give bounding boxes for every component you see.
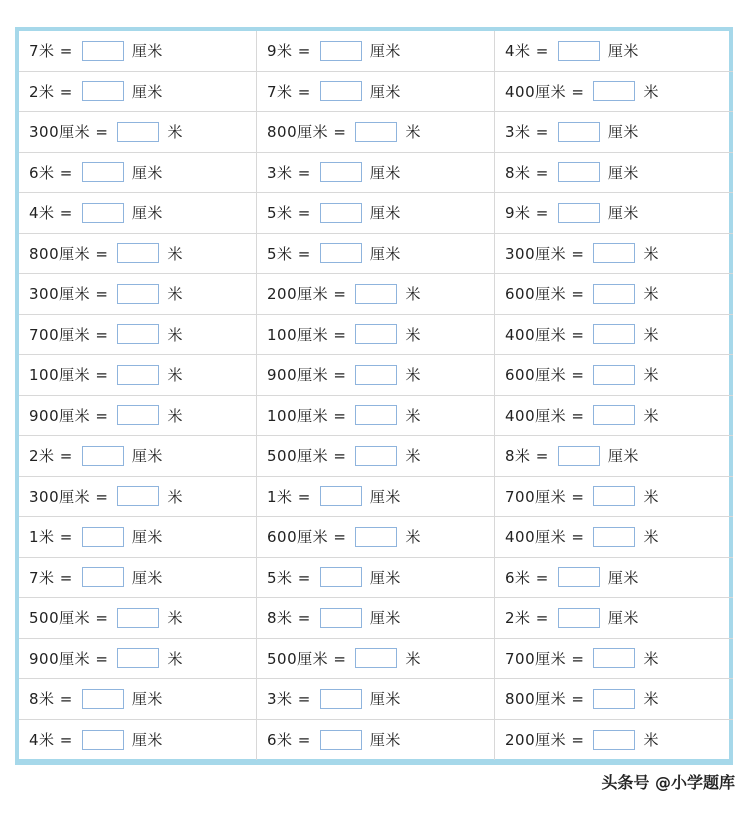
exercise-unit: 米 — [643, 731, 659, 750]
answer-box[interactable] — [320, 162, 362, 182]
exercise-cell — [19, 31, 257, 72]
exercise-unit: 米 — [167, 244, 183, 263]
answer-box[interactable] — [558, 446, 600, 466]
exercise-unit: 厘米 — [369, 568, 401, 587]
answer-box[interactable] — [82, 203, 124, 223]
answer-box[interactable] — [558, 122, 600, 142]
exercise-cell — [495, 315, 733, 356]
answer-box[interactable] — [320, 486, 362, 506]
exercise-cell — [257, 639, 495, 680]
exercise-prompt: 1米 = — [267, 487, 311, 506]
exercise-unit: 米 — [405, 406, 421, 425]
exercise-cell — [19, 234, 257, 275]
answer-box[interactable] — [320, 203, 362, 223]
exercise-unit: 厘米 — [369, 487, 401, 506]
exercise-prompt: 4米 = — [505, 42, 549, 61]
answer-box[interactable] — [558, 567, 600, 587]
exercise-prompt: 100厘米 = — [267, 325, 347, 344]
exercise-cell — [495, 720, 733, 761]
exercise-prompt: 8米 = — [505, 447, 549, 466]
exercise-prompt: 8米 = — [267, 609, 311, 628]
exercise-unit: 米 — [405, 649, 421, 668]
exercise-cell — [495, 31, 733, 72]
exercise-unit: 米 — [405, 123, 421, 142]
answer-box[interactable] — [82, 41, 124, 61]
answer-box[interactable] — [82, 689, 124, 709]
answer-box[interactable] — [593, 284, 635, 304]
exercise-cell — [19, 639, 257, 680]
exercise-cell — [257, 396, 495, 437]
answer-box[interactable] — [355, 324, 397, 344]
exercise-unit: 厘米 — [131, 82, 163, 101]
answer-box[interactable] — [558, 162, 600, 182]
exercise-cell — [495, 558, 733, 599]
exercise-prompt: 900厘米 = — [29, 406, 109, 425]
exercise-cell — [257, 234, 495, 275]
answer-box[interactable] — [117, 486, 159, 506]
answer-box[interactable] — [355, 446, 397, 466]
answer-box[interactable] — [320, 81, 362, 101]
exercise-unit: 厘米 — [369, 82, 401, 101]
exercise-prompt: 3米 = — [505, 123, 549, 142]
exercise-prompt: 500厘米 = — [29, 609, 109, 628]
exercise-cell — [495, 112, 733, 153]
answer-box[interactable] — [593, 730, 635, 750]
exercise-unit: 米 — [405, 366, 421, 385]
answer-box[interactable] — [593, 689, 635, 709]
exercise-prompt: 100厘米 = — [267, 406, 347, 425]
exercise-prompt: 6米 = — [29, 163, 73, 182]
exercise-cell — [257, 517, 495, 558]
exercise-prompt: 9米 = — [267, 42, 311, 61]
exercise-unit: 米 — [643, 649, 659, 668]
answer-box[interactable] — [320, 730, 362, 750]
exercise-cell — [495, 477, 733, 518]
exercise-prompt: 500厘米 = — [267, 649, 347, 668]
exercise-unit: 厘米 — [369, 690, 401, 709]
answer-box[interactable] — [593, 243, 635, 263]
exercise-prompt: 900厘米 = — [29, 649, 109, 668]
answer-box[interactable] — [117, 122, 159, 142]
exercise-unit: 米 — [643, 366, 659, 385]
exercise-prompt: 5米 = — [267, 244, 311, 263]
answer-box[interactable] — [593, 324, 635, 344]
exercise-cell — [257, 558, 495, 599]
exercise-cell — [257, 720, 495, 761]
exercise-prompt: 200厘米 = — [505, 731, 585, 750]
exercise-prompt: 2米 = — [29, 82, 73, 101]
exercise-cell — [257, 679, 495, 720]
exercise-prompt: 3米 = — [267, 163, 311, 182]
exercise-prompt: 5米 = — [267, 568, 311, 587]
exercise-unit: 厘米 — [369, 42, 401, 61]
answer-box[interactable] — [593, 486, 635, 506]
exercise-unit: 米 — [405, 285, 421, 304]
exercise-cell — [495, 193, 733, 234]
exercise-prompt: 7米 = — [267, 82, 311, 101]
exercise-prompt: 700厘米 = — [505, 649, 585, 668]
exercise-cell — [19, 112, 257, 153]
exercise-prompt: 600厘米 = — [505, 366, 585, 385]
exercise-prompt: 3米 = — [267, 690, 311, 709]
exercise-cell — [495, 679, 733, 720]
exercise-prompt: 6米 = — [505, 568, 549, 587]
exercise-prompt: 400厘米 = — [505, 82, 585, 101]
exercise-prompt: 4米 = — [29, 731, 73, 750]
exercise-cell — [257, 436, 495, 477]
answer-box[interactable] — [320, 689, 362, 709]
exercise-prompt: 100厘米 = — [29, 366, 109, 385]
answer-box[interactable] — [82, 527, 124, 547]
answer-box[interactable] — [82, 81, 124, 101]
exercise-unit: 米 — [643, 285, 659, 304]
answer-box[interactable] — [117, 324, 159, 344]
answer-box[interactable] — [355, 648, 397, 668]
answer-box[interactable] — [355, 122, 397, 142]
exercise-prompt: 8米 = — [29, 690, 73, 709]
exercise-unit: 米 — [167, 366, 183, 385]
answer-box[interactable] — [558, 203, 600, 223]
answer-box[interactable] — [82, 446, 124, 466]
exercise-prompt: 700厘米 = — [29, 325, 109, 344]
exercise-unit: 厘米 — [607, 609, 639, 628]
exercise-prompt: 8米 = — [505, 163, 549, 182]
exercise-cell — [257, 72, 495, 113]
exercise-prompt: 300厘米 = — [29, 285, 109, 304]
exercise-prompt: 200厘米 = — [267, 285, 347, 304]
exercise-cell — [495, 598, 733, 639]
exercise-cell — [257, 193, 495, 234]
exercise-cell — [495, 639, 733, 680]
answer-box[interactable] — [117, 608, 159, 628]
exercise-unit: 米 — [405, 447, 421, 466]
answer-box[interactable] — [117, 243, 159, 263]
exercise-cell — [19, 720, 257, 761]
exercise-cell — [495, 436, 733, 477]
answer-box[interactable] — [117, 365, 159, 385]
exercise-unit: 厘米 — [607, 42, 639, 61]
exercise-prompt: 600厘米 = — [505, 285, 585, 304]
exercise-cell — [19, 315, 257, 356]
exercise-unit: 米 — [405, 528, 421, 547]
exercise-unit: 厘米 — [369, 244, 401, 263]
worksheet-frame — [15, 27, 733, 763]
answer-box[interactable] — [320, 608, 362, 628]
exercise-unit: 厘米 — [607, 123, 639, 142]
exercise-unit: 厘米 — [607, 204, 639, 223]
exercise-unit: 厘米 — [607, 568, 639, 587]
exercise-cell — [19, 193, 257, 234]
exercise-unit: 厘米 — [131, 568, 163, 587]
exercise-unit: 米 — [643, 82, 659, 101]
exercise-cell — [19, 396, 257, 437]
answer-box[interactable] — [320, 41, 362, 61]
exercise-cell — [19, 274, 257, 315]
exercise-unit: 米 — [643, 690, 659, 709]
answer-box[interactable] — [355, 405, 397, 425]
exercise-cell — [19, 355, 257, 396]
exercise-cell — [19, 598, 257, 639]
exercise-unit: 厘米 — [131, 447, 163, 466]
exercise-prompt: 600厘米 = — [267, 528, 347, 547]
exercise-prompt: 2米 = — [29, 447, 73, 466]
exercise-unit: 米 — [167, 649, 183, 668]
exercise-cell — [257, 112, 495, 153]
exercise-cell — [19, 477, 257, 518]
exercise-unit: 厘米 — [131, 42, 163, 61]
exercise-unit: 厘米 — [369, 163, 401, 182]
exercise-prompt: 300厘米 = — [29, 487, 109, 506]
answer-box[interactable] — [558, 41, 600, 61]
exercise-prompt: 7米 = — [29, 42, 73, 61]
exercise-cell — [495, 355, 733, 396]
exercise-cell — [495, 234, 733, 275]
watermark: 头条号 @小学题库 — [601, 773, 735, 792]
exercise-cell — [19, 436, 257, 477]
answer-box[interactable] — [593, 527, 635, 547]
exercise-cell — [19, 558, 257, 599]
answer-box[interactable] — [82, 567, 124, 587]
exercise-prompt: 500厘米 = — [267, 447, 347, 466]
exercise-unit: 米 — [643, 487, 659, 506]
exercise-cell — [257, 315, 495, 356]
exercise-prompt: 800厘米 = — [29, 244, 109, 263]
exercise-prompt: 400厘米 = — [505, 528, 585, 547]
exercise-prompt: 900厘米 = — [267, 366, 347, 385]
exercise-cell — [19, 679, 257, 720]
exercise-cell — [257, 31, 495, 72]
exercise-prompt: 7米 = — [29, 568, 73, 587]
exercise-unit: 米 — [405, 325, 421, 344]
exercise-unit: 厘米 — [607, 447, 639, 466]
exercise-prompt: 800厘米 = — [267, 123, 347, 142]
exercise-unit: 厘米 — [369, 204, 401, 223]
exercise-prompt: 700厘米 = — [505, 487, 585, 506]
exercise-cell — [257, 153, 495, 194]
exercise-prompt: 300厘米 = — [505, 244, 585, 263]
exercise-cell — [257, 598, 495, 639]
exercise-cell — [495, 72, 733, 113]
exercise-unit: 米 — [643, 406, 659, 425]
answer-box[interactable] — [593, 365, 635, 385]
exercise-unit: 米 — [643, 528, 659, 547]
answer-box[interactable] — [593, 81, 635, 101]
exercise-unit: 米 — [167, 285, 183, 304]
bottom-rule — [15, 763, 733, 765]
answer-box[interactable] — [355, 527, 397, 547]
exercise-unit: 米 — [643, 325, 659, 344]
answer-box[interactable] — [82, 730, 124, 750]
exercise-unit: 米 — [167, 609, 183, 628]
exercise-cell — [257, 477, 495, 518]
answer-box[interactable] — [355, 365, 397, 385]
exercise-prompt: 1米 = — [29, 528, 73, 547]
exercise-unit: 厘米 — [131, 731, 163, 750]
answer-box[interactable] — [355, 284, 397, 304]
exercise-unit: 厘米 — [131, 528, 163, 547]
exercise-unit: 米 — [167, 406, 183, 425]
answer-box[interactable] — [117, 284, 159, 304]
exercise-unit: 厘米 — [131, 690, 163, 709]
exercise-cell — [495, 396, 733, 437]
exercise-cell — [495, 517, 733, 558]
exercise-unit: 厘米 — [131, 204, 163, 223]
exercise-unit: 厘米 — [131, 163, 163, 182]
exercise-unit: 米 — [167, 123, 183, 142]
exercise-unit: 厘米 — [369, 731, 401, 750]
exercise-cell — [19, 153, 257, 194]
answer-box[interactable] — [320, 567, 362, 587]
exercise-prompt: 4米 = — [29, 204, 73, 223]
exercise-cell — [257, 274, 495, 315]
answer-box[interactable] — [82, 162, 124, 182]
answer-box[interactable] — [558, 608, 600, 628]
exercise-cell — [495, 274, 733, 315]
exercise-prompt: 6米 = — [267, 731, 311, 750]
exercise-prompt: 800厘米 = — [505, 690, 585, 709]
exercise-cell — [19, 517, 257, 558]
answer-box[interactable] — [320, 243, 362, 263]
exercise-unit: 米 — [643, 244, 659, 263]
exercise-prompt: 2米 = — [505, 609, 549, 628]
answer-box[interactable] — [593, 648, 635, 668]
answer-box[interactable] — [117, 648, 159, 668]
exercise-unit: 厘米 — [607, 163, 639, 182]
exercise-prompt: 400厘米 = — [505, 325, 585, 344]
exercise-prompt: 5米 = — [267, 204, 311, 223]
exercise-cell — [19, 72, 257, 113]
exercise-cell — [257, 355, 495, 396]
answer-box[interactable] — [593, 405, 635, 425]
exercise-prompt: 300厘米 = — [29, 123, 109, 142]
answer-box[interactable] — [117, 405, 159, 425]
exercise-prompt: 400厘米 = — [505, 406, 585, 425]
exercise-unit: 米 — [167, 325, 183, 344]
exercise-grid — [19, 31, 733, 760]
exercise-cell — [495, 153, 733, 194]
exercise-unit: 厘米 — [369, 609, 401, 628]
exercise-prompt: 9米 = — [505, 204, 549, 223]
exercise-unit: 米 — [167, 487, 183, 506]
